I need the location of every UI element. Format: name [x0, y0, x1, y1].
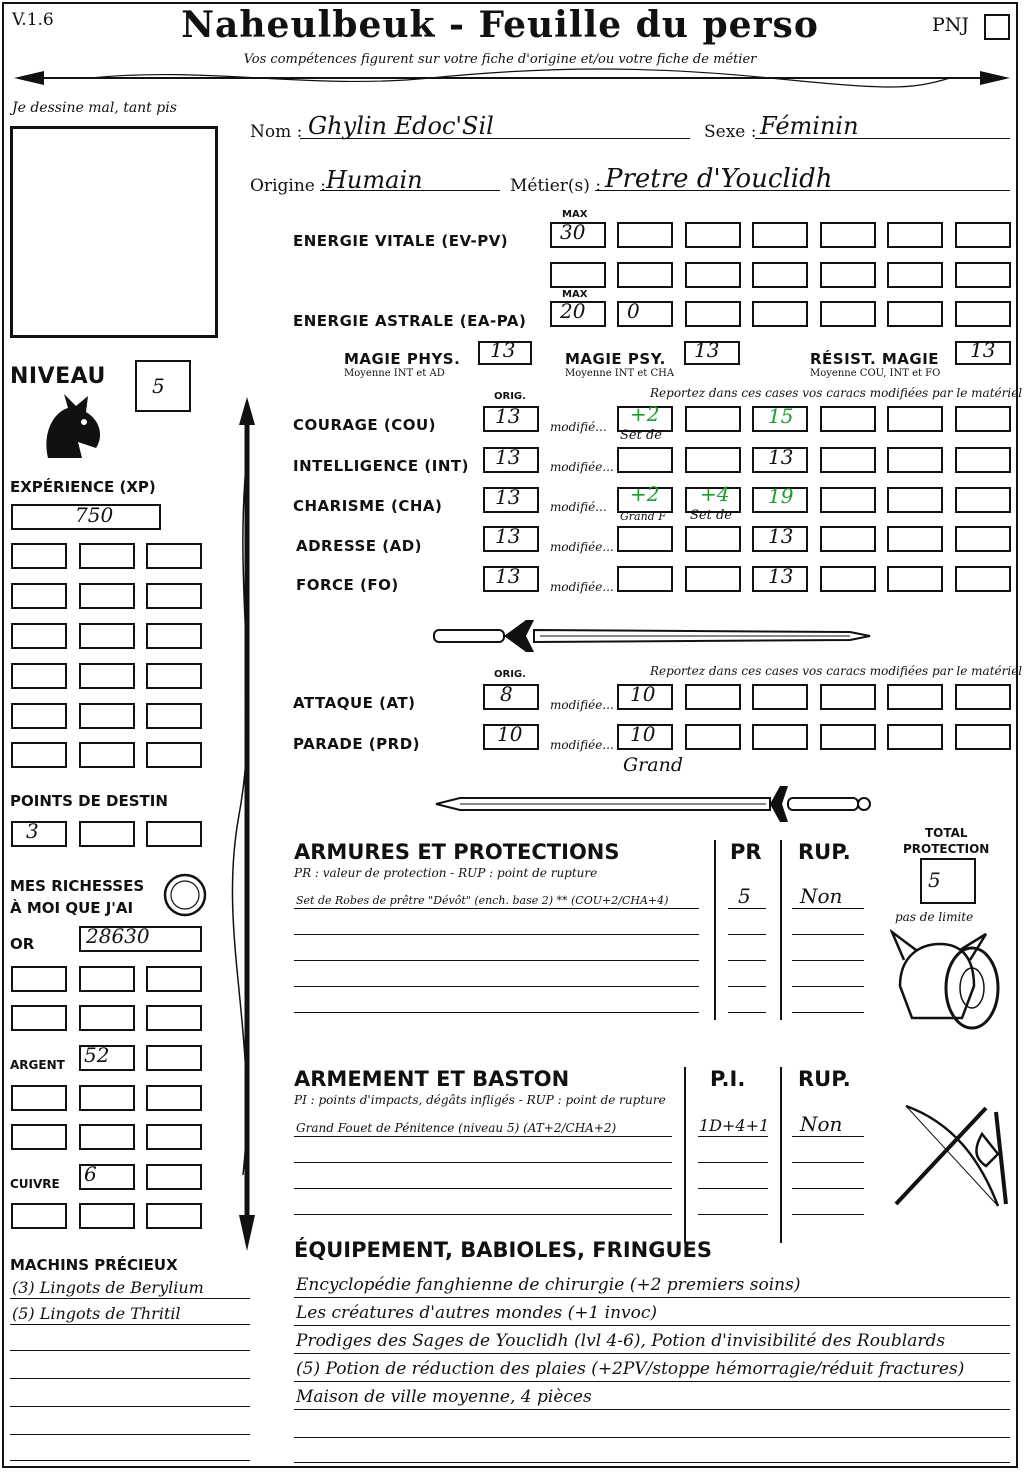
fo-mod-box[interactable] [820, 566, 876, 592]
xp-extra-box[interactable] [146, 703, 202, 729]
armor-title: ARMURES ET PROTECTIONS [294, 840, 620, 864]
cha-mod-box[interactable] [887, 487, 943, 513]
prd-mod-label: modifiée... [550, 738, 614, 752]
no-limit-note: pas de limite [895, 910, 974, 924]
ev-box[interactable] [887, 222, 943, 248]
cha-bonus1-value: +2 [630, 482, 660, 506]
fo-final-value: 13 [768, 564, 794, 588]
int-mod-box[interactable] [617, 447, 673, 473]
ad-mod-box[interactable] [820, 526, 876, 552]
pnj-checkbox[interactable] [984, 14, 1010, 40]
cou-final-value: 15 [768, 404, 794, 428]
xp-value: 750 [75, 503, 114, 527]
or-label: OR [10, 935, 35, 953]
or-extra-box[interactable] [79, 1005, 135, 1031]
ad-label: ADRESSE (AD) [296, 537, 423, 555]
or-extra-box[interactable] [11, 966, 67, 992]
at-mod-box[interactable] [820, 684, 876, 710]
fo-mod-box[interactable] [617, 566, 673, 592]
cha-bonus1-note: Grand F [620, 510, 666, 523]
weapon-item-pi[interactable]: 1D+4+1 [699, 1116, 770, 1135]
xp-extra-box[interactable] [146, 663, 202, 689]
xp-extra-box[interactable] [79, 583, 135, 609]
ev-box[interactable] [685, 222, 741, 248]
fo-label: FORCE (FO) [296, 576, 399, 594]
richesses-label-1: MES RICHESSES [10, 877, 145, 895]
at-mod-box[interactable] [685, 684, 741, 710]
ea-box[interactable] [955, 301, 1011, 327]
equipment-item[interactable]: Encyclopédie fanghienne de chirurgie (+2 premiers soins) [296, 1275, 801, 1295]
cuivre-extra-box[interactable] [146, 1203, 202, 1229]
prd-mod-box[interactable] [820, 724, 876, 750]
argent-extra-box[interactable] [79, 1085, 135, 1111]
armor-rup-header: RUP. [798, 840, 851, 864]
fo-mod-box[interactable] [955, 566, 1011, 592]
xp-extra-box[interactable] [79, 663, 135, 689]
or-extra-box[interactable] [146, 1005, 202, 1031]
ev-box[interactable] [752, 262, 808, 288]
richesses-label-2: À MOI QUE J'AI [10, 899, 134, 917]
ev-box[interactable] [752, 222, 808, 248]
ad-orig-value: 13 [495, 524, 521, 548]
int-mod-box[interactable] [820, 447, 876, 473]
cou-orig-value: 13 [495, 404, 521, 428]
cuivre-extra-box[interactable] [11, 1203, 67, 1229]
niveau-label: NIVEAU [10, 364, 106, 389]
resist-magie-sub: Moyenne COU, INT et FO [810, 368, 941, 379]
prd-label: PARADE (PRD) [293, 735, 421, 753]
cou-mod-box[interactable] [685, 406, 741, 432]
ev-label: ENERGIE VITALE (EV-PV) [293, 232, 509, 250]
prd-mod-box[interactable] [887, 724, 943, 750]
xp-extra-box[interactable] [79, 703, 135, 729]
int-mod-box[interactable] [955, 447, 1011, 473]
fo-mod-box[interactable] [887, 566, 943, 592]
argent-extra-box[interactable] [146, 1085, 202, 1111]
cou-mod-box[interactable] [887, 406, 943, 432]
origine-label: Origine : [250, 176, 326, 196]
dragon-icon [38, 392, 106, 464]
cuivre-value: 6 [84, 1162, 97, 1186]
cuivre-extra-box[interactable] [146, 1164, 202, 1190]
ea-box[interactable] [685, 301, 741, 327]
niveau-value: 5 [152, 374, 165, 398]
at-mod-box[interactable] [887, 684, 943, 710]
xp-extra-box[interactable] [146, 623, 202, 649]
armor-item-rup[interactable]: Non [800, 884, 843, 908]
xp-extra-box[interactable] [79, 543, 135, 569]
ev-box[interactable] [550, 262, 606, 288]
ea-label: ENERGIE ASTRALE (EA-PA) [293, 312, 527, 330]
cha-final-value: 19 [768, 484, 794, 508]
destin-label: POINTS DE DESTIN [10, 792, 168, 810]
argent-value: 52 [84, 1043, 110, 1067]
ev-box[interactable] [617, 262, 673, 288]
int-label: INTELLIGENCE (INT) [293, 457, 469, 475]
portrait-box[interactable] [10, 126, 218, 338]
nom-label: Nom : [250, 122, 303, 142]
fo-mod-label: modifiée... [550, 580, 614, 594]
or-extra-box[interactable] [11, 1005, 67, 1031]
at-final-value: 10 [630, 682, 656, 706]
sexe-value[interactable]: Féminin [760, 112, 859, 140]
xp-extra-box[interactable] [79, 623, 135, 649]
equipment-item[interactable]: Maison de ville moyenne, 4 pièces [296, 1387, 592, 1407]
magie-phys-sub: Moyenne INT et AD [344, 368, 445, 379]
spear-divider-icon [10, 66, 1014, 90]
ev-box[interactable] [955, 222, 1011, 248]
int-mod-label: modifiée... [550, 460, 614, 474]
combat-report-note: Reportez dans ces cases vos caracs modifiées par le matériel [650, 664, 1023, 678]
xp-extra-box[interactable] [146, 742, 202, 768]
destin-value: 3 [26, 819, 39, 843]
prd-mod-box[interactable] [955, 724, 1011, 750]
sheet-subtitle: Vos compétences figurent sur votre fiche d'origine et/ou votre fiche de métier [243, 52, 757, 67]
fo-orig-value: 13 [495, 564, 521, 588]
cha-mod-box[interactable] [955, 487, 1011, 513]
cuivre-label: CUIVRE [10, 1177, 60, 1191]
resist-magie-value: 13 [970, 338, 996, 362]
portrait-caption: Je dessine mal, tant pis [12, 100, 177, 116]
prd-mod-box[interactable] [752, 724, 808, 750]
machin-item[interactable]: (5) Lingots de Thritil [12, 1304, 181, 1323]
crossed-weapons-icon [886, 1094, 1010, 1214]
spear-icon [225, 395, 270, 1255]
equipment-item[interactable]: Prodiges des Sages de Youclidh (lvl 4-6), Potion d'invisibilité des Roublards [296, 1331, 946, 1351]
magie-psy-value: 13 [694, 338, 720, 362]
magie-phys-value: 13 [490, 338, 516, 362]
weapons-rup-header: RUP. [798, 1067, 851, 1091]
xp-extra-box[interactable] [11, 703, 67, 729]
version-label: V.1.6 [12, 10, 54, 30]
weapons-pi-header: P.I. [710, 1067, 746, 1091]
ev-box[interactable] [955, 262, 1011, 288]
ad-mod-box[interactable] [887, 526, 943, 552]
origine-value[interactable]: Humain [326, 166, 423, 194]
metier-label: Métier(s) : [510, 176, 602, 196]
sword-icon [430, 780, 875, 830]
ea-max-label: MAX [562, 289, 588, 300]
total-protection-value: 5 [928, 868, 941, 892]
cha-label: CHARISME (CHA) [293, 497, 443, 515]
armor-pr-header: PR [730, 840, 762, 864]
argent-extra-box[interactable] [146, 1124, 202, 1150]
sheet-title: Naheulbeuk - Feuille du perso [181, 4, 819, 46]
argent-extra-box[interactable] [11, 1124, 67, 1150]
xp-extra-box[interactable] [11, 623, 67, 649]
cou-mod-box[interactable] [955, 406, 1011, 432]
xp-extra-box[interactable] [79, 742, 135, 768]
ea-box[interactable] [887, 301, 943, 327]
prd-final-value: 10 [630, 722, 656, 746]
or-extra-box[interactable] [146, 966, 202, 992]
helmet-shield-icon [890, 926, 1010, 1036]
nom-value[interactable]: Ghylin Edoc'Sil [308, 112, 494, 140]
pnj-label: PNJ [932, 14, 970, 36]
cuivre-extra-box[interactable] [79, 1203, 135, 1229]
ev-max-label: MAX [562, 209, 588, 220]
ad-mod-box[interactable] [685, 526, 741, 552]
cou-mod-label: modifié... [550, 420, 607, 434]
xp-extra-box[interactable] [11, 583, 67, 609]
equipment-item[interactable]: (5) Potion de réduction des plaies (+2PV/stoppe hémorragie/réduit fractures) [296, 1359, 965, 1379]
armor-item-name[interactable]: Set de Robes de prêtre "Dévôt" (ench. base 2) ** (COU+2/CHA+4) [296, 894, 669, 907]
at-label: ATTAQUE (AT) [293, 694, 416, 712]
sword-icon [430, 612, 875, 662]
argent-label: ARGENT [10, 1058, 65, 1072]
ad-mod-box[interactable] [617, 526, 673, 552]
argent-extra-box[interactable] [79, 1124, 135, 1150]
int-final-value: 13 [768, 445, 794, 469]
weapons-legend: PI : points d'impacts, dégâts infligés - RUP : point de rupture [294, 1093, 666, 1107]
ev-box[interactable] [617, 222, 673, 248]
ad-mod-label: modifiée... [550, 540, 614, 554]
combat-orig-label: ORIG. [494, 669, 526, 680]
total-protection-label-1: TOTAL [925, 826, 968, 840]
at-orig-value: 8 [500, 682, 513, 706]
xp-extra-box[interactable] [146, 543, 202, 569]
orig-label: ORIG. [494, 391, 526, 402]
cou-bonus-value: +2 [630, 402, 660, 426]
cha-mod-box[interactable] [820, 487, 876, 513]
weapon-item-name[interactable]: Grand Fouet de Pénitence (niveau 5) (AT+2/CHA+2) [296, 1121, 617, 1135]
cha-orig-value: 13 [495, 485, 521, 509]
int-mod-box[interactable] [685, 447, 741, 473]
armor-legend: PR : valeur de protection - RUP : point de rupture [294, 866, 598, 880]
metier-value[interactable]: Pretre d'Youclidh [605, 164, 833, 194]
machins-label: MACHINS PRÉCIEUX [10, 1256, 178, 1274]
weapons-title: ARMEMENT ET BASTON [294, 1067, 570, 1091]
ea-box[interactable] [617, 301, 673, 327]
weapon-item-rup[interactable]: Non [800, 1112, 843, 1136]
xp-extra-box[interactable] [146, 583, 202, 609]
magie-psy-sub: Moyenne INT et CHA [565, 368, 675, 379]
argent-extra-box[interactable] [146, 1045, 202, 1071]
armor-item-pr[interactable]: 5 [738, 884, 751, 908]
or-value: 28630 [86, 924, 150, 948]
ea-current-value: 0 [627, 299, 640, 323]
fo-mod-box[interactable] [685, 566, 741, 592]
prd-note: Grand [623, 754, 683, 776]
destin-box[interactable] [79, 821, 135, 847]
ev-box[interactable] [820, 222, 876, 248]
ad-mod-box[interactable] [955, 526, 1011, 552]
int-orig-value: 13 [495, 445, 521, 469]
resist-magie-label: RÉSIST. MAGIE [810, 350, 940, 368]
prd-orig-value: 10 [497, 722, 523, 746]
magie-psy-label: MAGIE PSY. [565, 350, 666, 368]
cha-bonus2-note: Set de [690, 508, 732, 523]
coin-icon [162, 872, 208, 918]
ea-box[interactable] [820, 301, 876, 327]
magie-phys-label: MAGIE PHYS. [344, 350, 461, 368]
ev-box[interactable] [820, 262, 876, 288]
cha-bonus2-value: +4 [700, 482, 730, 506]
cou-label: COURAGE (COU) [293, 416, 437, 434]
xp-extra-box[interactable] [11, 742, 67, 768]
at-mod-label: modifiée... [550, 698, 614, 712]
cou-bonus-note: Set de [620, 428, 662, 443]
ad-final-value: 13 [768, 524, 794, 548]
at-mod-box[interactable] [955, 684, 1011, 710]
sexe-label: Sexe : [704, 122, 757, 142]
total-protection-label-2: PROTECTION [903, 842, 990, 856]
or-extra-box[interactable] [79, 966, 135, 992]
xp-extra-box[interactable] [11, 543, 67, 569]
int-mod-box[interactable] [887, 447, 943, 473]
cha-mod-label: modifié... [550, 500, 607, 514]
cou-mod-box[interactable] [820, 406, 876, 432]
ev-max-value: 30 [560, 220, 586, 244]
equipment-item[interactable]: Les créatures d'autres mondes (+1 invoc) [296, 1303, 658, 1323]
at-mod-box[interactable] [752, 684, 808, 710]
prd-mod-box[interactable] [685, 724, 741, 750]
equipment-title: ÉQUIPEMENT, BABIOLES, FRINGUES [294, 1238, 712, 1262]
xp-label: EXPÉRIENCE (XP) [10, 478, 156, 496]
ev-box[interactable] [685, 262, 741, 288]
ev-box[interactable] [887, 262, 943, 288]
xp-extra-box[interactable] [11, 663, 67, 689]
argent-extra-box[interactable] [11, 1085, 67, 1111]
machin-item[interactable]: (3) Lingots de Berylium [12, 1278, 204, 1297]
destin-box[interactable] [11, 821, 67, 847]
ea-box[interactable] [752, 301, 808, 327]
report-note: Reportez dans ces cases vos caracs modifiées par le matériel [650, 386, 1023, 400]
destin-box[interactable] [146, 821, 202, 847]
ea-max-value: 20 [560, 299, 586, 323]
